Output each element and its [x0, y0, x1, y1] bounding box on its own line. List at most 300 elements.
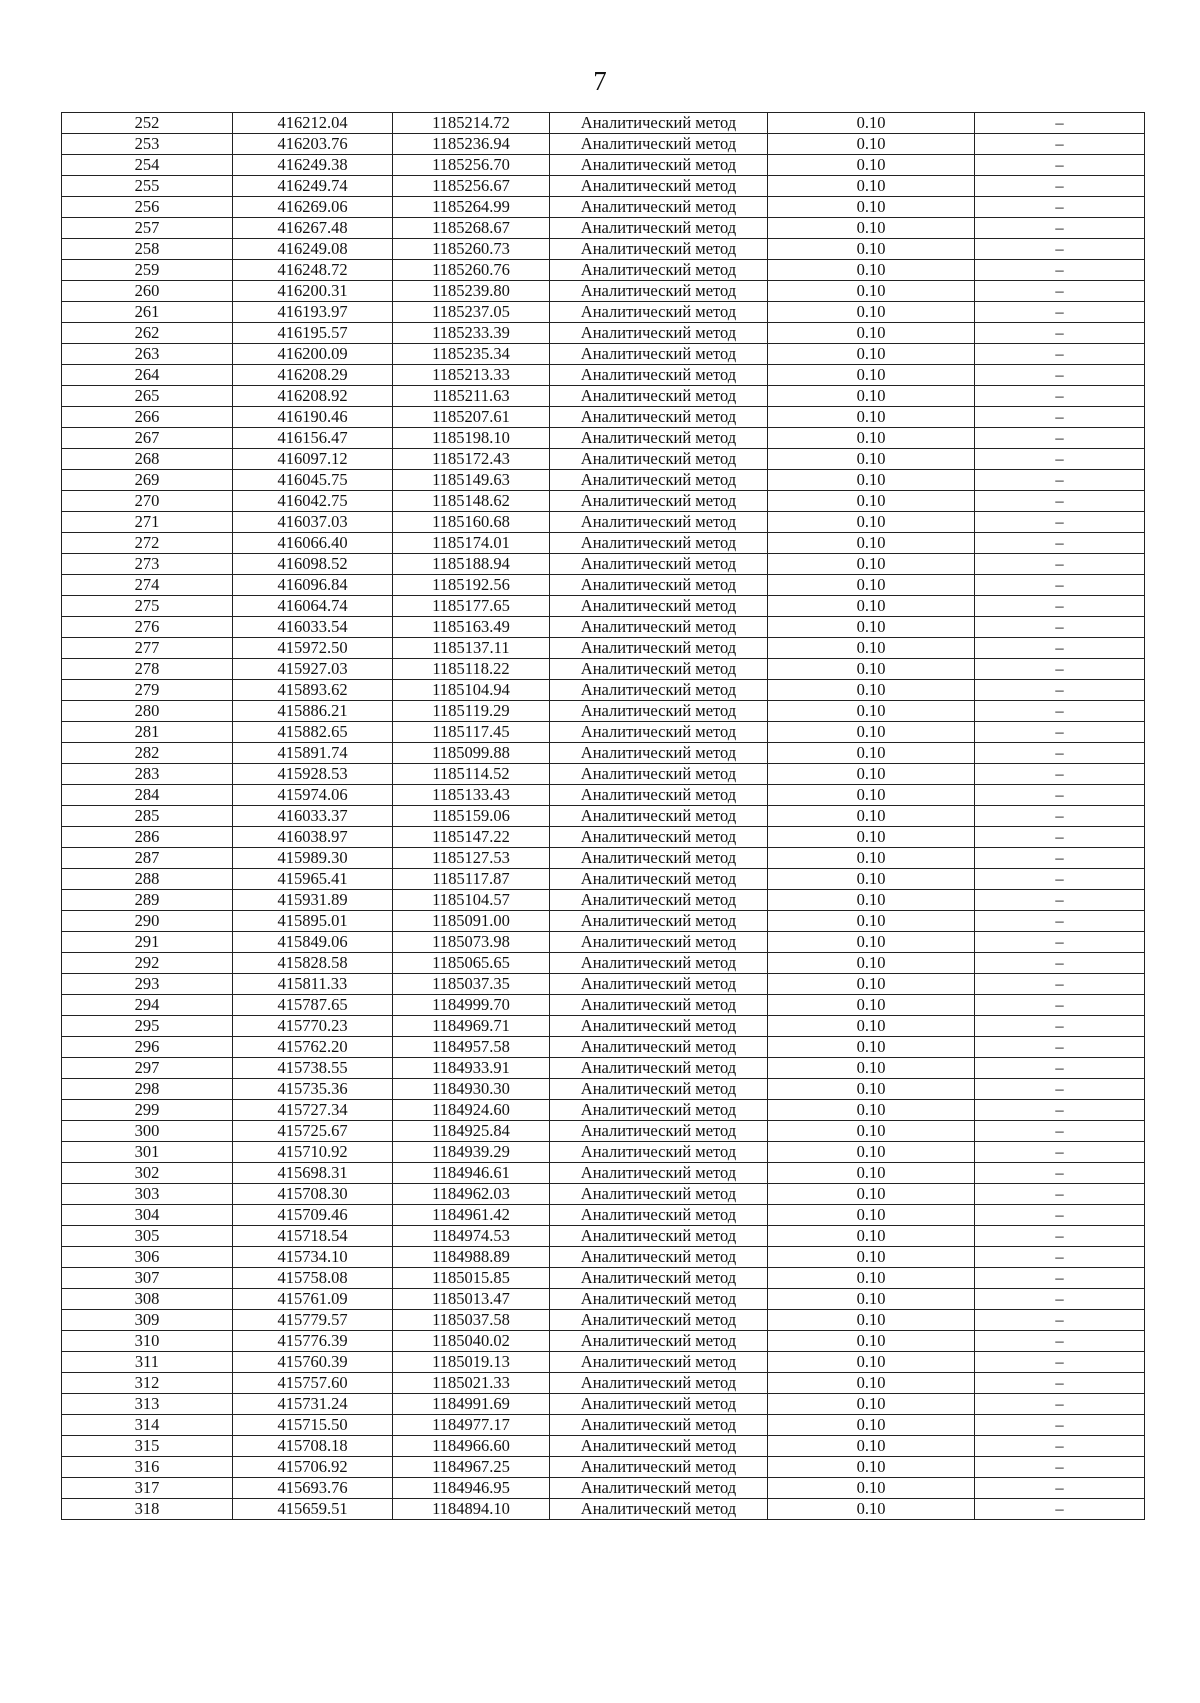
y-coordinate-cell: 1184946.95: [393, 1478, 550, 1499]
point-number-cell: 274: [62, 575, 233, 596]
method-cell: Аналитический метод: [550, 176, 768, 197]
point-number-cell: 296: [62, 1037, 233, 1058]
note-cell: –: [975, 323, 1145, 344]
point-number-cell: 267: [62, 428, 233, 449]
point-number-cell: 285: [62, 806, 233, 827]
error-cell: 0.10: [768, 281, 975, 302]
y-coordinate-cell: 1184999.70: [393, 995, 550, 1016]
table-row: [62, 1037, 1145, 1058]
error-cell: 0.10: [768, 365, 975, 386]
x-coordinate-cell: 416208.92: [233, 386, 393, 407]
method-cell: Аналитический метод: [550, 932, 768, 953]
note-cell: –: [975, 554, 1145, 575]
note-cell: –: [975, 1457, 1145, 1478]
note-cell: –: [975, 995, 1145, 1016]
error-cell: 0.10: [768, 1478, 975, 1499]
y-coordinate-cell: 1185133.43: [393, 785, 550, 806]
coordinates-table: [61, 112, 1145, 1520]
note-cell: –: [975, 596, 1145, 617]
method-cell: Аналитический метод: [550, 638, 768, 659]
table-row: [62, 449, 1145, 470]
note-cell: –: [975, 470, 1145, 491]
x-coordinate-cell: 415972.50: [233, 638, 393, 659]
table-row: [62, 533, 1145, 554]
x-coordinate-cell: 415706.92: [233, 1457, 393, 1478]
x-coordinate-cell: 416097.12: [233, 449, 393, 470]
point-number-cell: 298: [62, 1079, 233, 1100]
x-coordinate-cell: 415974.06: [233, 785, 393, 806]
y-coordinate-cell: 1185260.73: [393, 239, 550, 260]
y-coordinate-cell: 1185213.33: [393, 365, 550, 386]
x-coordinate-cell: 415965.41: [233, 869, 393, 890]
method-cell: Аналитический метод: [550, 428, 768, 449]
error-cell: 0.10: [768, 701, 975, 722]
table-row: [62, 1373, 1145, 1394]
method-cell: Аналитический метод: [550, 1499, 768, 1520]
x-coordinate-cell: 415718.54: [233, 1226, 393, 1247]
method-cell: Аналитический метод: [550, 407, 768, 428]
error-cell: 0.10: [768, 470, 975, 491]
x-coordinate-cell: 416249.38: [233, 155, 393, 176]
error-cell: 0.10: [768, 1289, 975, 1310]
method-cell: Аналитический метод: [550, 449, 768, 470]
x-coordinate-cell: 416037.03: [233, 512, 393, 533]
table-row: [62, 701, 1145, 722]
x-coordinate-cell: 415886.21: [233, 701, 393, 722]
method-cell: Аналитический метод: [550, 596, 768, 617]
error-cell: 0.10: [768, 1226, 975, 1247]
x-coordinate-cell: 416033.54: [233, 617, 393, 638]
table-row: [62, 1268, 1145, 1289]
table-row: [62, 260, 1145, 281]
point-number-cell: 316: [62, 1457, 233, 1478]
y-coordinate-cell: 1185118.22: [393, 659, 550, 680]
note-cell: –: [975, 722, 1145, 743]
point-number-cell: 277: [62, 638, 233, 659]
x-coordinate-cell: 416200.31: [233, 281, 393, 302]
error-cell: 0.10: [768, 680, 975, 701]
table-row: [62, 512, 1145, 533]
point-number-cell: 292: [62, 953, 233, 974]
table-row: [62, 344, 1145, 365]
point-number-cell: 312: [62, 1373, 233, 1394]
table-row: [62, 743, 1145, 764]
table-row: [62, 1163, 1145, 1184]
method-cell: Аналитический метод: [550, 344, 768, 365]
y-coordinate-cell: 1185127.53: [393, 848, 550, 869]
y-coordinate-cell: 1185065.65: [393, 953, 550, 974]
method-cell: Аналитический метод: [550, 890, 768, 911]
y-coordinate-cell: 1184925.84: [393, 1121, 550, 1142]
table-row: [62, 596, 1145, 617]
table-row: [62, 218, 1145, 239]
table-row: [62, 386, 1145, 407]
x-coordinate-cell: 416045.75: [233, 470, 393, 491]
note-cell: –: [975, 113, 1145, 134]
note-cell: –: [975, 281, 1145, 302]
method-cell: Аналитический метод: [550, 365, 768, 386]
note-cell: –: [975, 1499, 1145, 1520]
note-cell: –: [975, 890, 1145, 911]
error-cell: 0.10: [768, 785, 975, 806]
x-coordinate-cell: 415761.09: [233, 1289, 393, 1310]
point-number-cell: 303: [62, 1184, 233, 1205]
x-coordinate-cell: 415811.33: [233, 974, 393, 995]
x-coordinate-cell: 416033.37: [233, 806, 393, 827]
x-coordinate-cell: 415931.89: [233, 890, 393, 911]
note-cell: –: [975, 1436, 1145, 1457]
y-coordinate-cell: 1185040.02: [393, 1331, 550, 1352]
note-cell: –: [975, 1121, 1145, 1142]
point-number-cell: 252: [62, 113, 233, 134]
table-row: [62, 134, 1145, 155]
point-number-cell: 305: [62, 1226, 233, 1247]
note-cell: –: [975, 512, 1145, 533]
error-cell: 0.10: [768, 575, 975, 596]
note-cell: –: [975, 701, 1145, 722]
x-coordinate-cell: 416212.04: [233, 113, 393, 134]
note-cell: –: [975, 491, 1145, 512]
method-cell: Аналитический метод: [550, 680, 768, 701]
note-cell: –: [975, 638, 1145, 659]
y-coordinate-cell: 1184962.03: [393, 1184, 550, 1205]
method-cell: Аналитический метод: [550, 1205, 768, 1226]
note-cell: –: [975, 869, 1145, 890]
note-cell: –: [975, 974, 1145, 995]
point-number-cell: 300: [62, 1121, 233, 1142]
error-cell: 0.10: [768, 1331, 975, 1352]
error-cell: 0.10: [768, 1436, 975, 1457]
table-row: [62, 1226, 1145, 1247]
note-cell: –: [975, 1373, 1145, 1394]
point-number-cell: 314: [62, 1415, 233, 1436]
x-coordinate-cell: 416200.09: [233, 344, 393, 365]
method-cell: Аналитический метод: [550, 1226, 768, 1247]
point-number-cell: 270: [62, 491, 233, 512]
y-coordinate-cell: 1185256.70: [393, 155, 550, 176]
point-number-cell: 286: [62, 827, 233, 848]
y-coordinate-cell: 1184966.60: [393, 1436, 550, 1457]
method-cell: Аналитический метод: [550, 113, 768, 134]
point-number-cell: 309: [62, 1310, 233, 1331]
table-row: [62, 869, 1145, 890]
note-cell: –: [975, 827, 1145, 848]
y-coordinate-cell: 1185021.33: [393, 1373, 550, 1394]
x-coordinate-cell: 415710.92: [233, 1142, 393, 1163]
x-coordinate-cell: 416193.97: [233, 302, 393, 323]
note-cell: –: [975, 302, 1145, 323]
error-cell: 0.10: [768, 848, 975, 869]
method-cell: Аналитический метод: [550, 218, 768, 239]
table-row: [62, 1310, 1145, 1331]
x-coordinate-cell: 415928.53: [233, 764, 393, 785]
note-cell: –: [975, 407, 1145, 428]
point-number-cell: 269: [62, 470, 233, 491]
x-coordinate-cell: 416249.74: [233, 176, 393, 197]
x-coordinate-cell: 416267.48: [233, 218, 393, 239]
note-cell: –: [975, 1205, 1145, 1226]
note-cell: –: [975, 428, 1145, 449]
y-coordinate-cell: 1185148.62: [393, 491, 550, 512]
point-number-cell: 291: [62, 932, 233, 953]
x-coordinate-cell: 416195.57: [233, 323, 393, 344]
y-coordinate-cell: 1185114.52: [393, 764, 550, 785]
point-number-cell: 272: [62, 533, 233, 554]
x-coordinate-cell: 415762.20: [233, 1037, 393, 1058]
x-coordinate-cell: 416064.74: [233, 596, 393, 617]
point-number-cell: 297: [62, 1058, 233, 1079]
note-cell: –: [975, 1037, 1145, 1058]
point-number-cell: 294: [62, 995, 233, 1016]
note-cell: –: [975, 1058, 1145, 1079]
error-cell: 0.10: [768, 890, 975, 911]
x-coordinate-cell: 415738.55: [233, 1058, 393, 1079]
y-coordinate-cell: 1184894.10: [393, 1499, 550, 1520]
error-cell: 0.10: [768, 554, 975, 575]
y-coordinate-cell: 1185015.85: [393, 1268, 550, 1289]
note-cell: –: [975, 344, 1145, 365]
x-coordinate-cell: 416042.75: [233, 491, 393, 512]
error-cell: 0.10: [768, 512, 975, 533]
error-cell: 0.10: [768, 1121, 975, 1142]
method-cell: Аналитический метод: [550, 743, 768, 764]
note-cell: –: [975, 1310, 1145, 1331]
error-cell: 0.10: [768, 491, 975, 512]
y-coordinate-cell: 1185160.68: [393, 512, 550, 533]
method-cell: Аналитический метод: [550, 1079, 768, 1100]
method-cell: Аналитический метод: [550, 911, 768, 932]
method-cell: Аналитический метод: [550, 533, 768, 554]
table-row: [62, 1331, 1145, 1352]
point-number-cell: 311: [62, 1352, 233, 1373]
method-cell: Аналитический метод: [550, 1100, 768, 1121]
error-cell: 0.10: [768, 323, 975, 344]
table-row: [62, 680, 1145, 701]
table-row: [62, 1205, 1145, 1226]
x-coordinate-cell: 415849.06: [233, 932, 393, 953]
note-cell: –: [975, 1184, 1145, 1205]
point-number-cell: 302: [62, 1163, 233, 1184]
table-row: [62, 1499, 1145, 1520]
note-cell: –: [975, 176, 1145, 197]
error-cell: 0.10: [768, 911, 975, 932]
y-coordinate-cell: 1185117.87: [393, 869, 550, 890]
y-coordinate-cell: 1185192.56: [393, 575, 550, 596]
x-coordinate-cell: 415708.30: [233, 1184, 393, 1205]
x-coordinate-cell: 416249.08: [233, 239, 393, 260]
x-coordinate-cell: 415989.30: [233, 848, 393, 869]
error-cell: 0.10: [768, 1457, 975, 1478]
x-coordinate-cell: 415828.58: [233, 953, 393, 974]
y-coordinate-cell: 1185104.94: [393, 680, 550, 701]
table-row: [62, 428, 1145, 449]
y-coordinate-cell: 1185137.11: [393, 638, 550, 659]
x-coordinate-cell: 415735.36: [233, 1079, 393, 1100]
table-row: [62, 953, 1145, 974]
method-cell: Аналитический метод: [550, 323, 768, 344]
error-cell: 0.10: [768, 533, 975, 554]
method-cell: Аналитический метод: [550, 1436, 768, 1457]
method-cell: Аналитический метод: [550, 302, 768, 323]
method-cell: Аналитический метод: [550, 1247, 768, 1268]
y-coordinate-cell: 1184957.58: [393, 1037, 550, 1058]
table-row: [62, 1415, 1145, 1436]
y-coordinate-cell: 1185073.98: [393, 932, 550, 953]
point-number-cell: 258: [62, 239, 233, 260]
y-coordinate-cell: 1185188.94: [393, 554, 550, 575]
y-coordinate-cell: 1184991.69: [393, 1394, 550, 1415]
note-cell: –: [975, 932, 1145, 953]
y-coordinate-cell: 1185149.63: [393, 470, 550, 491]
point-number-cell: 293: [62, 974, 233, 995]
y-coordinate-cell: 1184988.89: [393, 1247, 550, 1268]
note-cell: –: [975, 197, 1145, 218]
note-cell: –: [975, 155, 1145, 176]
method-cell: Аналитический метод: [550, 470, 768, 491]
note-cell: –: [975, 848, 1145, 869]
table-row: [62, 1058, 1145, 1079]
point-number-cell: 278: [62, 659, 233, 680]
method-cell: Аналитический метод: [550, 953, 768, 974]
point-number-cell: 307: [62, 1268, 233, 1289]
table-row: [62, 491, 1145, 512]
y-coordinate-cell: 1185172.43: [393, 449, 550, 470]
method-cell: Аналитический метод: [550, 659, 768, 680]
table-row: [62, 1289, 1145, 1310]
method-cell: Аналитический метод: [550, 1058, 768, 1079]
note-cell: –: [975, 743, 1145, 764]
y-coordinate-cell: 1185237.05: [393, 302, 550, 323]
error-cell: 0.10: [768, 932, 975, 953]
error-cell: 0.10: [768, 1394, 975, 1415]
error-cell: 0.10: [768, 974, 975, 995]
y-coordinate-cell: 1185159.06: [393, 806, 550, 827]
method-cell: Аналитический метод: [550, 764, 768, 785]
x-coordinate-cell: 416066.40: [233, 533, 393, 554]
error-cell: 0.10: [768, 659, 975, 680]
error-cell: 0.10: [768, 596, 975, 617]
error-cell: 0.10: [768, 953, 975, 974]
method-cell: Аналитический метод: [550, 554, 768, 575]
error-cell: 0.10: [768, 407, 975, 428]
point-number-cell: 289: [62, 890, 233, 911]
error-cell: 0.10: [768, 1373, 975, 1394]
table-row: [62, 764, 1145, 785]
point-number-cell: 287: [62, 848, 233, 869]
x-coordinate-cell: 415927.03: [233, 659, 393, 680]
table-row: [62, 554, 1145, 575]
table-row: [62, 1184, 1145, 1205]
method-cell: Аналитический метод: [550, 1415, 768, 1436]
y-coordinate-cell: 1184946.61: [393, 1163, 550, 1184]
table-row: [62, 1457, 1145, 1478]
table-row: [62, 470, 1145, 491]
method-cell: Аналитический метод: [550, 1121, 768, 1142]
x-coordinate-cell: 416190.46: [233, 407, 393, 428]
point-number-cell: 257: [62, 218, 233, 239]
table-row: [62, 176, 1145, 197]
point-number-cell: 318: [62, 1499, 233, 1520]
method-cell: Аналитический метод: [550, 806, 768, 827]
table-row: [62, 722, 1145, 743]
point-number-cell: 280: [62, 701, 233, 722]
method-cell: Аналитический метод: [550, 827, 768, 848]
point-number-cell: 262: [62, 323, 233, 344]
method-cell: Аналитический метод: [550, 995, 768, 1016]
x-coordinate-cell: 415787.65: [233, 995, 393, 1016]
x-coordinate-cell: 416248.72: [233, 260, 393, 281]
error-cell: 0.10: [768, 155, 975, 176]
y-coordinate-cell: 1185037.58: [393, 1310, 550, 1331]
note-cell: –: [975, 1142, 1145, 1163]
error-cell: 0.10: [768, 638, 975, 659]
y-coordinate-cell: 1185174.01: [393, 533, 550, 554]
error-cell: 0.10: [768, 449, 975, 470]
table-row: [62, 302, 1145, 323]
method-cell: Аналитический метод: [550, 134, 768, 155]
x-coordinate-cell: 416203.76: [233, 134, 393, 155]
table-row: [62, 1247, 1145, 1268]
error-cell: 0.10: [768, 113, 975, 134]
table-row: [62, 1142, 1145, 1163]
point-number-cell: 254: [62, 155, 233, 176]
point-number-cell: 279: [62, 680, 233, 701]
y-coordinate-cell: 1184969.71: [393, 1016, 550, 1037]
x-coordinate-cell: 415757.60: [233, 1373, 393, 1394]
table-row: [62, 281, 1145, 302]
error-cell: 0.10: [768, 722, 975, 743]
y-coordinate-cell: 1185091.00: [393, 911, 550, 932]
method-cell: Аналитический метод: [550, 1289, 768, 1310]
note-cell: –: [975, 134, 1145, 155]
table-row: [62, 974, 1145, 995]
y-coordinate-cell: 1184939.29: [393, 1142, 550, 1163]
method-cell: Аналитический метод: [550, 1373, 768, 1394]
x-coordinate-cell: 416156.47: [233, 428, 393, 449]
x-coordinate-cell: 415770.23: [233, 1016, 393, 1037]
point-number-cell: 290: [62, 911, 233, 932]
method-cell: Аналитический метод: [550, 974, 768, 995]
y-coordinate-cell: 1185163.49: [393, 617, 550, 638]
y-coordinate-cell: 1184967.25: [393, 1457, 550, 1478]
note-cell: –: [975, 680, 1145, 701]
method-cell: Аналитический метод: [550, 491, 768, 512]
y-coordinate-cell: 1185214.72: [393, 113, 550, 134]
table-row: [62, 995, 1145, 1016]
note-cell: –: [975, 1268, 1145, 1289]
error-cell: 0.10: [768, 1499, 975, 1520]
table-row: [62, 575, 1145, 596]
point-number-cell: 259: [62, 260, 233, 281]
y-coordinate-cell: 1185233.39: [393, 323, 550, 344]
method-cell: Аналитический метод: [550, 1394, 768, 1415]
x-coordinate-cell: 415693.76: [233, 1478, 393, 1499]
point-number-cell: 255: [62, 176, 233, 197]
table-body: [62, 113, 1145, 1520]
point-number-cell: 253: [62, 134, 233, 155]
note-cell: –: [975, 1478, 1145, 1499]
method-cell: Аналитический метод: [550, 1310, 768, 1331]
method-cell: Аналитический метод: [550, 848, 768, 869]
y-coordinate-cell: 1184924.60: [393, 1100, 550, 1121]
method-cell: Аналитический метод: [550, 260, 768, 281]
point-number-cell: 265: [62, 386, 233, 407]
point-number-cell: 310: [62, 1331, 233, 1352]
table-row: [62, 197, 1145, 218]
table-row: [62, 1121, 1145, 1142]
y-coordinate-cell: 1185104.57: [393, 890, 550, 911]
y-coordinate-cell: 1184930.30: [393, 1079, 550, 1100]
